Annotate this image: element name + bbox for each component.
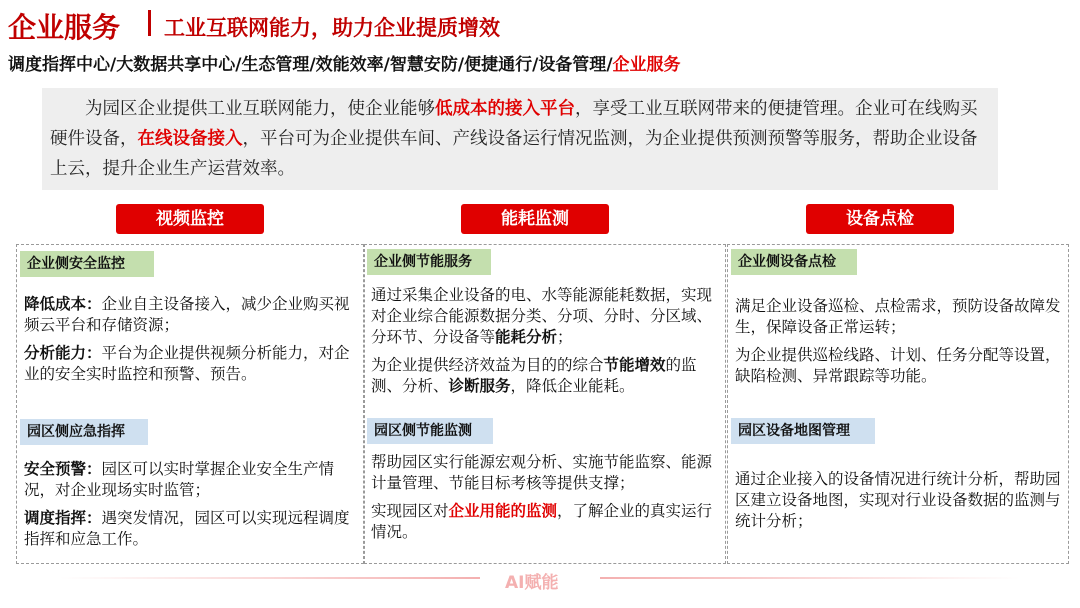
breadcrumb-item[interactable]: 调度指挥中心 — [8, 55, 110, 75]
intro-highlight: 在线设备接入 — [137, 129, 243, 149]
breadcrumb-item[interactable]: 设备管理 — [538, 55, 607, 75]
item-text: 为企业提供巡检线路、计划、任务分配等设置，缺陷检测、异常跟踪等功能。 — [735, 346, 1061, 385]
section-park-emergency: 园区侧应急指挥 — [20, 419, 148, 445]
section-park-equipment-map: 园区设备地图管理 — [731, 418, 875, 444]
item-text: 实现园区对 — [371, 502, 449, 520]
item-label: 安全预警： — [24, 460, 102, 478]
footer-line-right — [600, 577, 1020, 579]
intro-text: ，享受工业互联网带来的便捷管理。企业可在线购买硬件设备， — [50, 99, 978, 149]
section-enterprise-security: 企业侧安全监控 — [20, 251, 154, 277]
item-text: ，了解企业的真实运行情况。 — [371, 502, 713, 541]
breadcrumb-item[interactable]: 智慧安防 — [389, 55, 458, 75]
section-text — [735, 296, 1065, 387]
breadcrumb-item-active[interactable]: 企业服务 — [612, 55, 681, 75]
breadcrumb-separator: / — [110, 55, 117, 75]
footer-label: AI赋能 — [505, 573, 559, 593]
intro-highlight: 低成本的接入平台 — [435, 99, 575, 119]
breadcrumb-separator: / — [235, 55, 242, 75]
breadcrumb-item[interactable]: 便捷通行 — [464, 55, 533, 75]
section-text — [371, 452, 721, 543]
section-enterprise-energy: 企业侧节能服务 — [367, 249, 491, 275]
item-text: 遇突发情况，园区可以实现远程调度指挥和应急工作。 — [24, 509, 350, 548]
footer-line-left — [60, 577, 480, 579]
item-text: 园区可以实时掌握企业安全生产情况，对企业现场实时监管； — [24, 460, 335, 499]
section-park-energy: 园区侧节能监测 — [367, 418, 493, 444]
section-text — [24, 459, 358, 550]
item-text: 满足企业设备巡检、点检需求，预防设备故障发生，保障设备正常运转； — [735, 297, 1061, 336]
breadcrumb-separator: / — [606, 55, 613, 75]
item-text: 企业自主设备接入，减少企业购买视频云平台和存储资源； — [24, 295, 350, 334]
item-text: 平台为企业提供视频分析能力，对企业的安全实时监控和预警、预告。 — [24, 344, 350, 383]
pill-energy-monitoring: 能耗监测 — [461, 204, 609, 234]
breadcrumb — [8, 50, 681, 75]
item-text: ，降低企业能耗。 — [510, 377, 635, 395]
breadcrumb-separator: / — [383, 55, 390, 75]
item-label: 调度指挥： — [24, 509, 102, 527]
item-text: ； — [557, 328, 573, 346]
item-bold: 能耗分析 — [495, 328, 558, 346]
item-text: 的监测、分析、 — [371, 356, 697, 395]
item-text: 为企业提供经济效益为目的的综合 — [371, 356, 604, 374]
section-text — [735, 469, 1065, 532]
pill-video-monitoring: 视频监控 — [116, 204, 264, 234]
page-title: 企业服务 — [8, 11, 121, 44]
pill-equipment-inspection: 设备点检 — [806, 204, 954, 234]
item-label: 降低成本： — [24, 295, 102, 313]
section-text — [24, 294, 358, 385]
breadcrumb-item[interactable]: 效能效率 — [315, 55, 384, 75]
page-subtitle: 工业互联网能力，助力企业提质增效 — [164, 16, 500, 40]
section-text — [371, 285, 721, 397]
intro-text: ，平台可为企业提供车间、产线设备运行情况监测，为企业提供预测预警等服务，帮助企业设备上云，提升企业生产运营效率。 — [50, 129, 978, 179]
breadcrumb-item[interactable]: 生态管理 — [241, 55, 310, 75]
item-highlight: 企业用能的监测 — [448, 502, 558, 520]
item-text: 通过企业接入的设备情况进行统计分析，帮助园区建立设备地图，实现对行业设备数据的监测与统计分析； — [735, 470, 1061, 530]
section-enterprise-inspection: 企业侧设备点检 — [731, 249, 857, 275]
intro-paragraph — [42, 88, 998, 190]
intro-text: 为园区企业提供工业互联网能力，使企业能够 — [85, 99, 435, 119]
item-bold: 诊断服务 — [448, 377, 511, 395]
breadcrumb-separator: / — [457, 55, 465, 75]
title-divider — [148, 10, 151, 36]
item-label: 分析能力： — [24, 344, 102, 362]
item-text: 帮助园区实行能源宏观分析、实施节能监察、能源计量管理、节能目标考核等提供支撑； — [371, 453, 713, 492]
breadcrumb-separator: / — [532, 55, 539, 75]
breadcrumb-separator: / — [309, 55, 316, 75]
item-bold: 节能增效 — [603, 356, 666, 374]
breadcrumb-item[interactable]: 大数据共享中心 — [116, 55, 236, 75]
item-text: 通过采集企业设备的电、水等能源能耗数据，实现对企业综合能源数据分类、分项、分时、分区域、分环节、分设备等 — [371, 286, 713, 346]
